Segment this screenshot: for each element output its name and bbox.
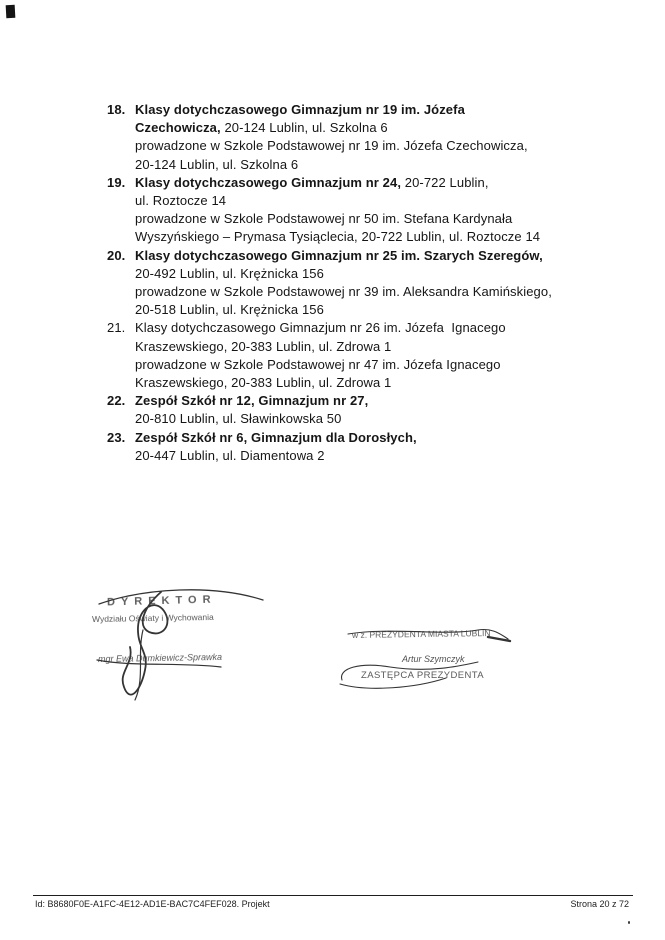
text-segment: 20-447 Lublin, ul. Diamentowa 2 [135,447,325,463]
text-segment: Czechowicza, [135,120,221,136]
stamp-department-label: Wydziału Oświaty i Wychowania [91,611,214,625]
item-number: 23. [107,429,126,445]
text-line [135,392,593,410]
item-number: 21. [107,320,126,336]
text-line [135,174,593,192]
list-item [107,319,593,392]
signature-block-deputy-president [338,620,523,698]
text-segment: prowadzone w Szkole Podstawowej nr 50 im. Stefana Kardynała [135,211,513,227]
text-line [135,228,593,246]
stamp-director-title: DYREKTOR [106,593,217,609]
text-line [135,283,593,301]
footer-divider [33,895,633,896]
text-line [135,119,593,137]
text-line [135,410,593,428]
list-item [107,101,593,174]
text-segment: 20-722 Lublin, [401,174,489,190]
text-line [135,192,593,210]
list-item [107,247,593,320]
text-line [135,156,593,174]
text-segment: 20-492 Lublin, ul. Krężnicka 156 [135,265,324,281]
text-line [135,265,593,283]
text-line [135,247,593,265]
item-number: 19. [107,174,126,190]
text-segment: 20-124 Lublin, ul. Szkolna 6 [135,156,299,172]
text-line [135,338,593,356]
text-segment: Klasy dotychczasowego Gimnazjum nr 24, [135,174,402,190]
school-list [107,101,593,465]
text-segment: Kraszewskiego, 20-383 Lublin, ul. Zdrowa 1 [135,338,392,354]
text-segment: Kraszewskiego, 20-383 Lublin, ul. Zdrowa 1 [135,375,392,391]
text-segment: prowadzone w Szkole Podstawowej nr 39 im. Aleksandra Kamińskiego, [135,284,552,300]
text-segment: Wyszyńskiego – Prymasa Tysiąclecia, 20-722 Lublin, ul. Roztocze 14 [135,229,541,245]
list-item [107,174,593,247]
deputy-president-role: ZASTĘPCA PREZYDENTA [361,670,485,681]
text-line [135,447,593,465]
text-line [135,429,593,447]
text-line [135,319,593,337]
text-segment: prowadzone w Szkole Podstawowej nr 19 im. Józefa Czechowicza, [135,138,528,154]
text-segment: Klasy dotychczasowego Gimnazjum nr 25 im. Szarych Szeregów, [135,247,543,263]
footer-page-number: Strona 20 z 72 [570,899,629,909]
text-segment: Zespół Szkół nr 6, Gimnazjum dla Dorosłych, [135,429,417,445]
text-line [135,101,593,119]
text-line [135,137,593,155]
text-segment: 20-518 Lublin, ul. Krężnicka 156 [135,302,324,318]
text-segment: 20-810 Lublin, ul. Sławinkowska 50 [135,411,342,427]
scan-artifact-corner [6,5,16,18]
text-segment: Zespół Szkół nr 12, Gimnazjum nr 27, [135,393,369,409]
item-number: 20. [107,247,126,263]
deputy-president-name: Artur Szymczyk [402,654,465,664]
signature-block-director [85,580,275,712]
deputy-acting-for-label: w z. PREZYDENTA MIASTA LUBLIN [351,628,491,640]
item-number: 18. [107,102,126,117]
list-item [107,429,593,465]
text-segment: prowadzone w Szkole Podstawowej nr 47 im. Józefa Ignacego [135,356,501,372]
text-segment: 20-124 Lublin, ul. Szkolna 6 [220,120,388,136]
text-segment: Klasy dotychczasowego Gimnazjum nr 26 im. Józefa Ignacego [135,320,506,336]
text-line [135,210,593,228]
scan-artifact-dot [628,921,630,924]
text-line [135,301,593,319]
list-item [107,392,593,428]
footer-document-id: Id: B8680F0E-A1FC-4E12-AD1E-BAC7C4FEF028. Projekt [35,899,270,909]
text-segment: Klasy dotychczasowego Gimnazjum nr 19 im. Józefa [135,102,465,117]
text-line [135,374,593,392]
text-line [135,356,593,374]
text-segment: ul. Roztocze 14 [135,193,227,209]
stamp-director-name: mgr Ewa Dumkiewicz-Sprawka [97,651,223,665]
item-number: 22. [107,393,126,409]
